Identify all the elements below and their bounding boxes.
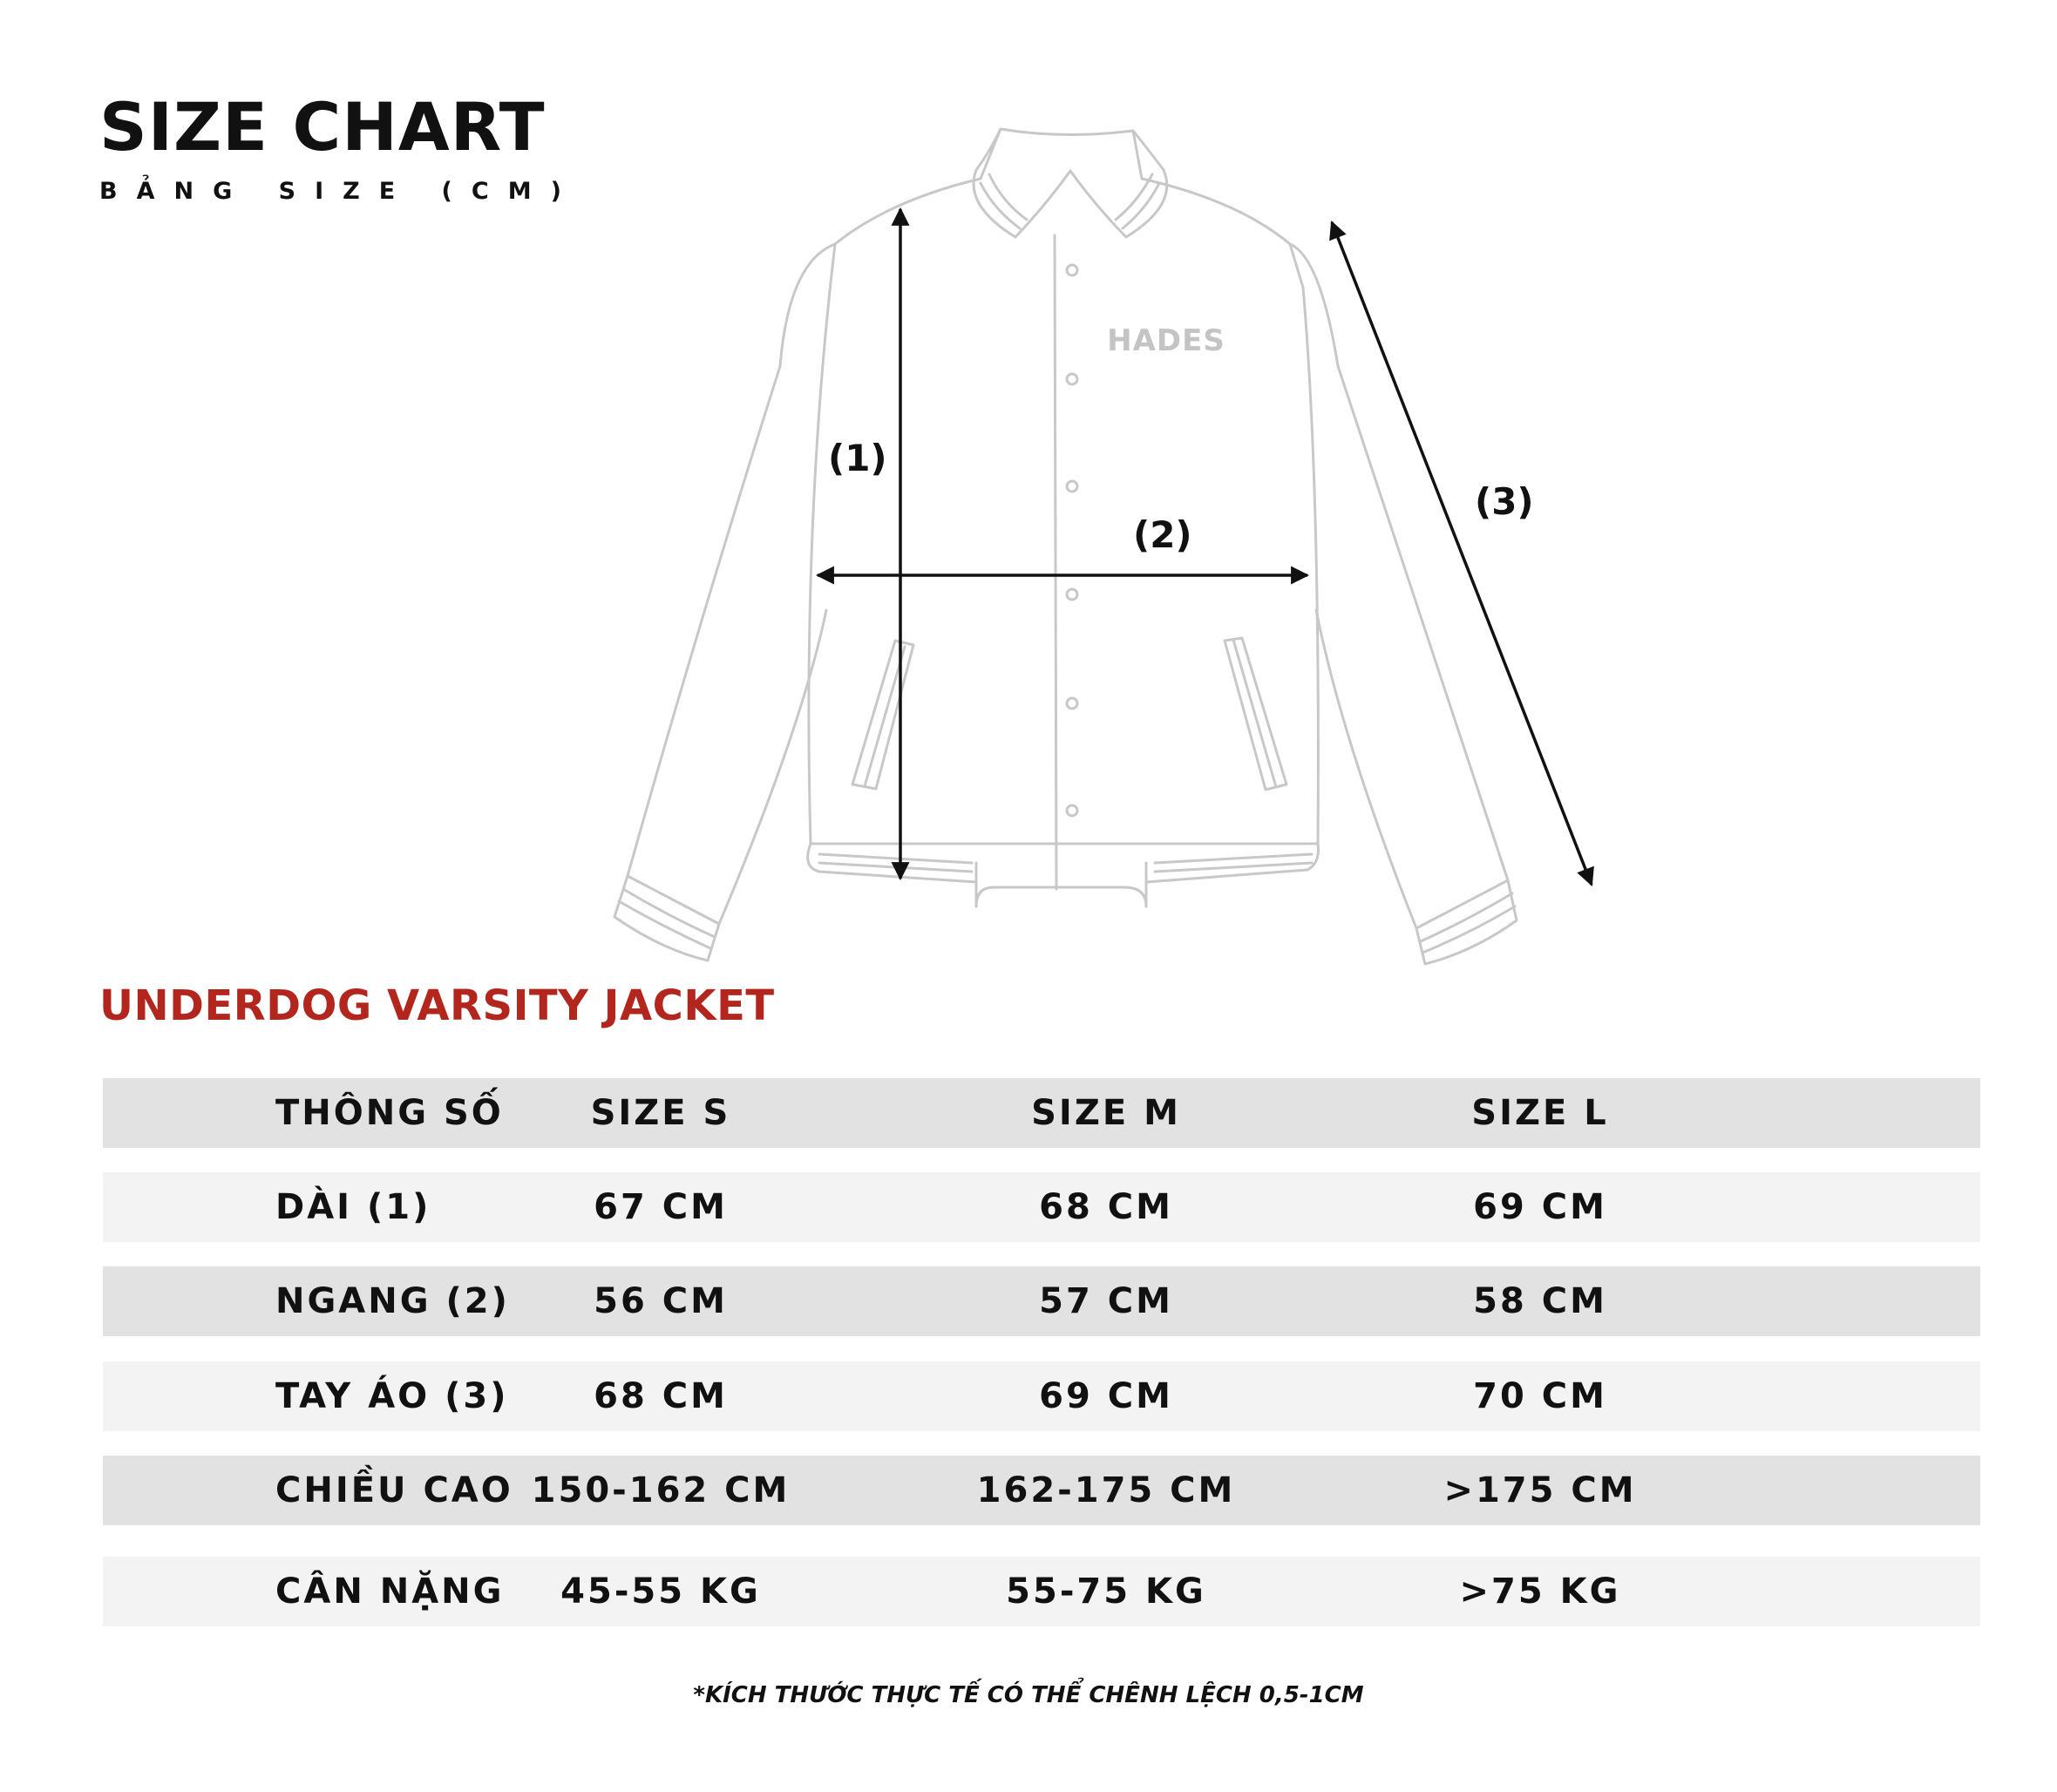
jacket-hem-band <box>808 844 1319 906</box>
product-name: UNDERDOG VARSITY JACKET <box>99 981 775 1030</box>
cell-size-m: 55-75 KG <box>1006 1571 1206 1612</box>
page-title: SIZE CHART <box>99 88 546 166</box>
jacket-left-pocket <box>852 641 913 789</box>
sleeve-label: (3) <box>1475 480 1534 523</box>
jacket-button <box>1067 805 1077 816</box>
jacket-button <box>1067 698 1077 709</box>
jacket-placket <box>1055 235 1056 889</box>
cell-size-m: 57 CM <box>1039 1281 1173 1321</box>
table-row <box>103 1361 1980 1431</box>
row-label: CÂN NẶNG <box>275 1571 505 1612</box>
jacket-button <box>1067 265 1077 275</box>
jacket-body-outline <box>809 129 1318 844</box>
sleeve-arrow <box>1332 222 1592 885</box>
header-size-s: SIZE S <box>590 1093 731 1133</box>
cell-size-l: 69 CM <box>1473 1187 1607 1227</box>
table-row <box>103 1172 1980 1242</box>
cell-size-l: >175 CM <box>1443 1470 1637 1510</box>
row-label: DÀI (1) <box>275 1187 431 1227</box>
cell-size-m: 162-175 CM <box>976 1470 1236 1510</box>
page-subtitle: BẢNG SIZE (CM) <box>99 178 580 205</box>
jacket-left-cuff <box>614 876 719 960</box>
table-header-row <box>103 1078 1980 1148</box>
cell-size-s: 67 CM <box>594 1187 728 1227</box>
cell-size-s: 150-162 CM <box>531 1470 791 1510</box>
cell-size-l: >75 KG <box>1459 1571 1621 1612</box>
cell-size-l: 70 CM <box>1473 1376 1607 1416</box>
jacket-left-sleeve <box>628 244 835 924</box>
jacket-right-cuff <box>1416 880 1517 964</box>
row-label: TAY ÁO (3) <box>275 1376 509 1416</box>
width-label: (2) <box>1133 513 1192 556</box>
cell-size-s: 45-55 KG <box>560 1571 761 1612</box>
row-label: NGANG (2) <box>275 1281 510 1321</box>
header-size-l: SIZE L <box>1471 1093 1609 1133</box>
cell-size-m: 69 CM <box>1039 1376 1173 1416</box>
header-size-m: SIZE M <box>1031 1093 1181 1133</box>
jacket-button <box>1067 374 1077 384</box>
brand-logo: HADES <box>1107 323 1225 358</box>
jacket-button <box>1067 589 1077 600</box>
jacket-button <box>1067 481 1077 492</box>
footnote: *KÍCH THƯỚC THỰC TẾ CÓ THỂ CHÊNH LỆCH 0,5-1CM <box>693 1682 1364 1708</box>
table-row <box>103 1266 1980 1336</box>
row-label: CHIỀU CAO <box>275 1470 513 1510</box>
cell-size-s: 68 CM <box>594 1376 728 1416</box>
cell-size-m: 68 CM <box>1039 1187 1173 1227</box>
length-label: (1) <box>828 437 887 479</box>
table-row <box>103 1557 1980 1626</box>
jacket-collar <box>974 129 1167 237</box>
cell-size-l: 58 CM <box>1473 1281 1607 1321</box>
table-row <box>103 1456 1980 1525</box>
cell-size-s: 56 CM <box>594 1281 728 1321</box>
header-spec: THÔNG SỐ <box>275 1093 504 1133</box>
